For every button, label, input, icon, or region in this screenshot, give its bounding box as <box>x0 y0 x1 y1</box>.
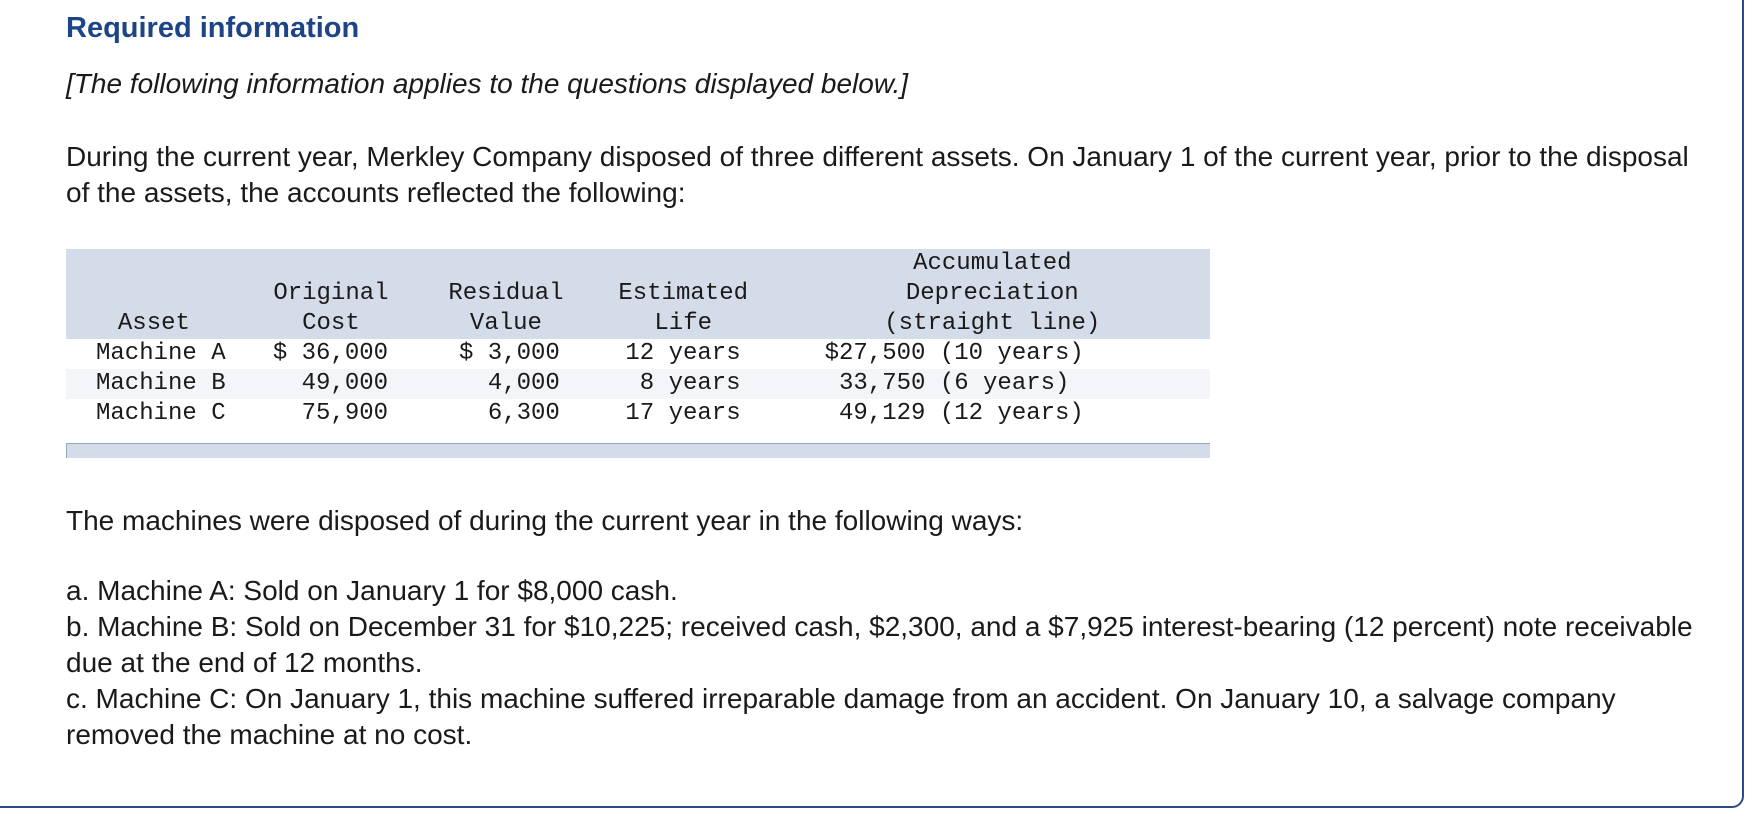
cell-residual-value: 6,300 <box>487 400 560 427</box>
cell-residual-value: 4,000 <box>420 369 592 399</box>
cell-residual-value: $ 3,000 <box>459 340 560 367</box>
table-row <box>66 399 1210 429</box>
required-information-title: Required information <box>66 12 360 44</box>
header-residual-value: Residual Value <box>420 249 592 339</box>
header-asset: Asset <box>66 249 242 339</box>
cell-asset: Machine B <box>66 369 242 399</box>
list-item: c. Machine C: On January 1, this machine suffered irreparable damage from an accident. On January 10, a salvage company removed the machine at no cost. <box>66 683 1616 750</box>
cell-estimated-life: 12 years <box>625 340 741 367</box>
cell-original-cost: 75,900 <box>301 400 389 427</box>
table-row <box>66 369 1210 399</box>
header-accumulated-depreciation: Accumulated Depreciation (straight line) <box>775 249 1210 339</box>
cell-asset: Machine A <box>96 340 226 367</box>
cell-accumulated-depreciation: 33,750 (6 years) <box>775 369 1210 399</box>
disposal-intro: The machines were disposed of during the current year in the following ways: <box>66 505 1024 536</box>
intro-paragraph: During the current year, Merkley Company disposed of three different assets. On January 1 of the current year, prior to the disposal of the assets, the accounts reflected the following: <box>66 141 1689 208</box>
header-estimated-life: Estimated Life <box>592 249 775 339</box>
list-item: a. Machine A: Sold on January 1 for $8,000 cash. <box>66 575 678 606</box>
table-row <box>66 339 1210 369</box>
cell-original-cost: 49,000 <box>242 369 420 399</box>
cell-estimated-life: 8 years <box>592 369 775 399</box>
applies-note: [The following information applies to the questions displayed below.] <box>66 68 909 99</box>
cell-accumulated-depreciation: $27,500 (10 years) <box>824 340 1084 367</box>
asset-table-container <box>66 249 1210 458</box>
table-header-row <box>66 249 1210 339</box>
list-item: b. Machine B: Sold on December 31 for $10,225; received cash, $2,300, and a $7,925 interest-bearing (12 percent) note receivable due at the end of 12 months. <box>66 611 1693 678</box>
asset-table <box>66 249 1210 429</box>
cell-original-cost: $ 36,000 <box>272 340 389 367</box>
table-footer-bar <box>66 443 1210 458</box>
cell-asset: Machine C <box>96 400 226 427</box>
header-original-cost: Original Cost <box>242 249 420 339</box>
cell-accumulated-depreciation: 49,129 (12 years) <box>824 400 1084 427</box>
cell-estimated-life: 17 years <box>625 400 741 427</box>
disposal-list <box>66 573 1726 753</box>
